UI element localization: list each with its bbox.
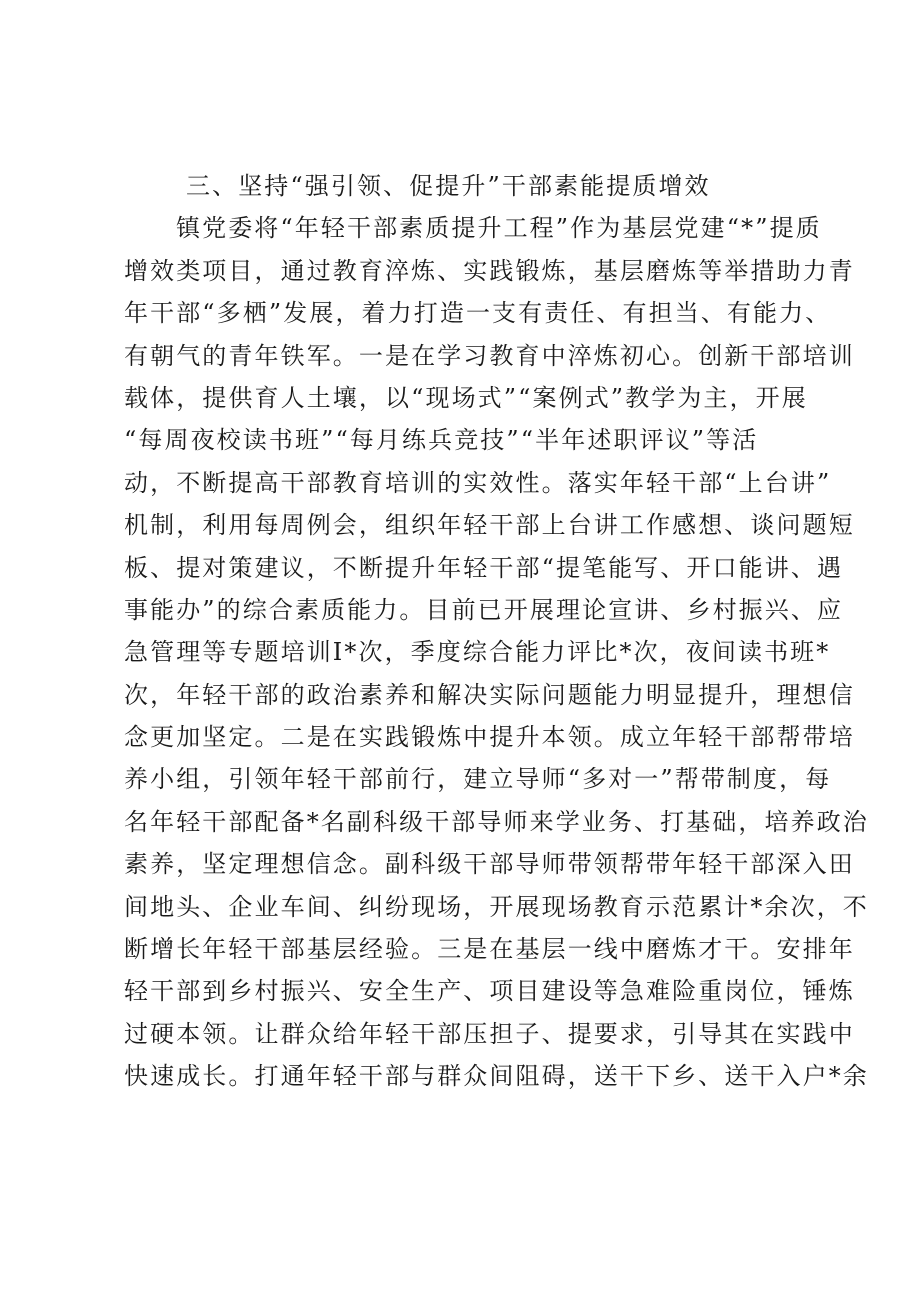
paragraph-line: 间地头、企业车间、纠纷现场，开展现场教育示范累计*余次，不	[124, 892, 869, 921]
paragraph-line: 事能办”的综合素质能力。目前已开展理论宣讲、乡村振兴、应	[124, 595, 844, 624]
paragraph-line: 次，年轻干部的政治素养和解决实际问题能力明显提升，理想信	[124, 680, 855, 709]
paragraph-line: 年干部“多栖”发展，着力打造一支有责任、有担当、有能力、	[124, 299, 832, 328]
paragraph-line: 养小组，引领年轻干部前行，建立导师“多对一”帮带制度，每	[124, 765, 832, 794]
paragraph-line: 载体，提供育人土壤，以“现场式”“案例式”教学为主，开展	[124, 383, 808, 412]
paragraph-line: 增效类项目，通过教育淬炼、实践锻炼，基层磨炼等举措助力青	[124, 256, 855, 285]
paragraph-line: 机制，利用每周例会，组织年轻干部上台讲工作感想、谈问题短	[124, 511, 855, 540]
paragraph-line: 断增长年轻干部基层经验。三是在基层一线中磨炼才干。安排年	[124, 935, 855, 964]
paragraph-line: 有朝气的青年铁军。一是在学习教育中淬炼初心。创新干部培训	[124, 341, 855, 370]
paragraph-line: “每周夜校读书班”“每月练兵竞技”“半年述职评议”等活	[124, 426, 759, 455]
paragraph-line: 板、提对策建议，不断提升年轻干部“提笔能写、开口能讲、遇	[124, 553, 844, 582]
paragraph-line: 念更加坚定。二是在实践锻炼中提升本领。成立年轻干部帮带培	[124, 723, 855, 752]
paragraph-line: 动，不断提高干部教育培训的实效性。落实年轻干部“上台讲”	[124, 468, 832, 497]
paragraph-line: 过硬本领。让群众给年轻干部压担子、提要求，引导其在实践中	[124, 1019, 855, 1048]
paragraph-line: 镇党委将“年轻干部素质提升工程”作为基层党建“*”提质	[176, 214, 822, 243]
paragraph-line: 轻干部到乡村振兴、安全生产、项目建设等急难险重岗位，锤炼	[124, 977, 855, 1006]
paragraph-line: 素养，坚定理想信念。副科级干部导师带领帮带年轻干部深入田	[124, 850, 855, 879]
paragraph-line: 急管理等专题培训I*次，季度综合能力评比*次，夜间读书班*	[124, 638, 831, 667]
section-heading: 三、坚持“强引领、促提升”干部素能提质增效	[186, 172, 711, 200]
paragraph-line: 快速成长。打通年轻干部与群众间阻碍，送干下乡、送干入户*余	[124, 1062, 869, 1091]
document-body	[124, 165, 869, 1098]
paragraph-line: 名年轻干部配备*名副科级干部导师来学业务、打基础，培养政治	[124, 807, 869, 836]
